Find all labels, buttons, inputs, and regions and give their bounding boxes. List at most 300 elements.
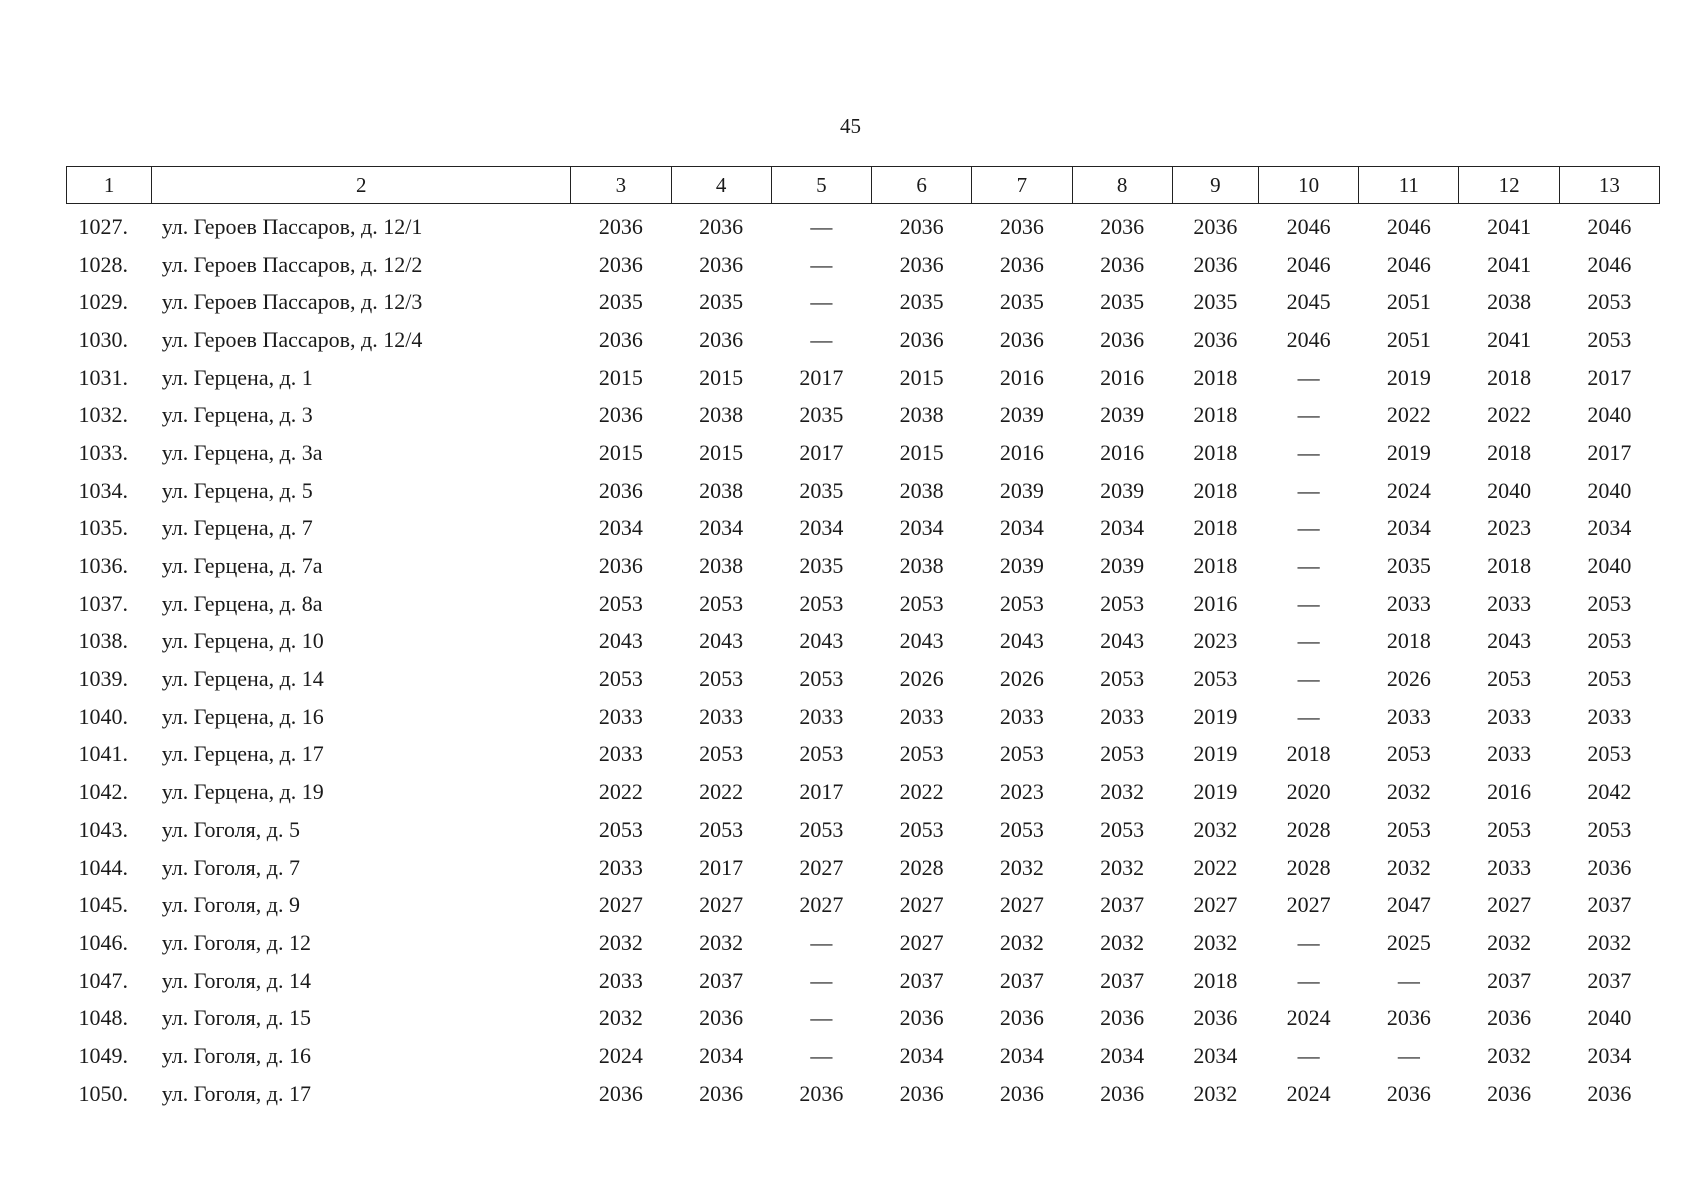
year-cell-col-5: 2035 <box>799 477 844 503</box>
address-cell: ул. Герцена, д. 16 <box>161 703 324 729</box>
year-cell-col-3: 2033 <box>598 703 643 729</box>
year-cell-col-7: 2032 <box>999 929 1044 955</box>
row-number: 1048. <box>78 1005 128 1031</box>
year-cell-col-9: 2032 <box>1193 1080 1238 1106</box>
year-cell-col-8: 2033 <box>1100 703 1145 729</box>
year-cell-col-3: 2053 <box>598 590 643 616</box>
year-cell-col-12: 2053 <box>1487 666 1532 692</box>
row-number: 1030. <box>78 326 128 352</box>
year-cell-col-3: 2036 <box>598 251 643 277</box>
address-cell: ул. Герцена, д. 1 <box>161 364 313 390</box>
year-cell-col-10: 2024 <box>1286 1080 1331 1106</box>
row-number: 1046. <box>78 929 128 955</box>
year-cell-col-9: 2036 <box>1193 1005 1238 1031</box>
column-header-10: 10 <box>1258 167 1358 204</box>
table-row <box>67 999 1660 1037</box>
row-number: 1041. <box>78 741 128 767</box>
year-cell-col-5: — <box>810 326 833 352</box>
table-row <box>67 886 1660 924</box>
year-cell-col-13: 2053 <box>1587 741 1632 767</box>
address-cell: ул. Гоголя, д. 17 <box>161 1080 311 1106</box>
year-cell-col-9: 2018 <box>1193 402 1238 428</box>
row-number: 1040. <box>78 703 128 729</box>
year-cell-col-4: 2036 <box>699 213 744 239</box>
year-cell-col-4: 2015 <box>699 439 744 465</box>
year-cell-col-10: — <box>1297 967 1320 993</box>
year-cell-col-13: 2034 <box>1587 515 1632 541</box>
year-cell-col-8: 2037 <box>1100 892 1145 918</box>
table-row <box>67 585 1660 623</box>
year-cell-col-12: 2033 <box>1487 590 1532 616</box>
address-cell: ул. Герцена, д. 8а <box>161 590 323 616</box>
year-cell-col-9: 2034 <box>1193 1042 1238 1068</box>
year-cell-col-12: 2033 <box>1487 854 1532 880</box>
year-cell-col-10: — <box>1297 590 1320 616</box>
table-body <box>67 204 1660 1113</box>
table-row <box>67 1037 1660 1075</box>
table-row <box>67 811 1660 849</box>
year-cell-col-11: 2047 <box>1386 892 1431 918</box>
year-cell-col-9: 2019 <box>1193 741 1238 767</box>
row-number: 1044. <box>78 854 128 880</box>
year-cell-col-13: 2053 <box>1587 816 1632 842</box>
address-cell: ул. Герцена, д. 14 <box>161 666 324 692</box>
year-cell-col-13: 2053 <box>1587 666 1632 692</box>
year-cell-col-6: 2036 <box>899 326 944 352</box>
year-cell-col-13: 2040 <box>1587 402 1632 428</box>
year-cell-col-13: 2053 <box>1587 326 1632 352</box>
year-cell-col-8: 2032 <box>1100 854 1145 880</box>
year-cell-col-10: — <box>1297 477 1320 503</box>
year-cell-col-8: 2039 <box>1100 402 1145 428</box>
year-cell-col-9: 2022 <box>1193 854 1238 880</box>
year-cell-col-12: 2053 <box>1487 816 1532 842</box>
year-cell-col-11: 2035 <box>1386 553 1431 579</box>
row-number: 1043. <box>78 816 128 842</box>
year-cell-col-9: 2032 <box>1193 929 1238 955</box>
year-cell-col-7: 2039 <box>999 553 1044 579</box>
year-cell-col-12: 2032 <box>1487 1042 1532 1068</box>
year-cell-col-13: 2017 <box>1587 439 1632 465</box>
year-cell-col-9: 2053 <box>1193 666 1238 692</box>
table-row <box>67 510 1660 548</box>
year-cell-col-3: 2032 <box>598 929 643 955</box>
year-cell-col-4: 2033 <box>699 703 744 729</box>
year-cell-col-10: — <box>1297 364 1320 390</box>
year-cell-col-11: 2026 <box>1386 666 1431 692</box>
year-cell-col-8: 2053 <box>1100 816 1145 842</box>
year-cell-col-7: 2039 <box>999 477 1044 503</box>
year-cell-col-4: 2037 <box>699 967 744 993</box>
year-cell-col-13: 2040 <box>1587 1005 1632 1031</box>
year-cell-col-8: 2034 <box>1100 515 1145 541</box>
year-cell-col-8: 2036 <box>1100 326 1145 352</box>
year-cell-col-12: 2041 <box>1487 213 1532 239</box>
year-cell-col-8: 2036 <box>1100 251 1145 277</box>
table-row <box>67 698 1660 736</box>
address-cell: ул. Гоголя, д. 12 <box>161 929 311 955</box>
year-cell-col-5: — <box>810 929 833 955</box>
year-cell-col-7: 2036 <box>999 213 1044 239</box>
year-cell-col-4: 2032 <box>699 929 744 955</box>
year-cell-col-13: 2017 <box>1587 364 1632 390</box>
year-cell-col-11: — <box>1397 1042 1420 1068</box>
address-cell: ул. Гоголя, д. 5 <box>161 816 300 842</box>
year-cell-col-11: 2019 <box>1386 439 1431 465</box>
row-number: 1028. <box>78 251 128 277</box>
year-cell-col-3: 2036 <box>598 477 643 503</box>
year-cell-col-10: — <box>1297 703 1320 729</box>
year-cell-col-11: 2024 <box>1386 477 1431 503</box>
year-cell-col-10: 2045 <box>1286 289 1331 315</box>
year-cell-col-7: 2027 <box>999 892 1044 918</box>
year-cell-col-3: 2034 <box>598 515 643 541</box>
year-cell-col-13: 2053 <box>1587 628 1632 654</box>
year-cell-col-6: 2035 <box>899 289 944 315</box>
year-cell-col-12: 2036 <box>1487 1005 1532 1031</box>
column-header-11: 11 <box>1359 167 1459 204</box>
year-cell-col-7: 2034 <box>999 1042 1044 1068</box>
year-cell-col-13: 2040 <box>1587 553 1632 579</box>
year-cell-col-13: 2036 <box>1587 854 1632 880</box>
year-cell-col-9: 2036 <box>1193 326 1238 352</box>
year-cell-col-5: 2027 <box>799 854 844 880</box>
year-cell-col-6: 2027 <box>899 892 944 918</box>
year-cell-col-5: — <box>810 967 833 993</box>
row-number: 1050. <box>78 1080 128 1106</box>
year-cell-col-7: 2039 <box>999 402 1044 428</box>
year-cell-col-10: 2028 <box>1286 816 1331 842</box>
year-cell-col-5: 2017 <box>799 364 844 390</box>
year-cell-col-13: 2037 <box>1587 892 1632 918</box>
year-cell-col-3: 2033 <box>598 854 643 880</box>
year-cell-col-10: — <box>1297 929 1320 955</box>
year-cell-col-11: 2046 <box>1386 213 1431 239</box>
year-cell-col-7: 2053 <box>999 741 1044 767</box>
address-cell: ул. Гоголя, д. 9 <box>161 892 300 918</box>
year-cell-col-4: 2036 <box>699 251 744 277</box>
address-cell: ул. Гоголя, д. 7 <box>161 854 300 880</box>
year-cell-col-8: 2043 <box>1100 628 1145 654</box>
year-cell-col-3: 2036 <box>598 326 643 352</box>
year-cell-col-12: 2016 <box>1487 779 1532 805</box>
address-cell: ул. Герцена, д. 3а <box>161 439 323 465</box>
year-cell-col-6: 2028 <box>899 854 944 880</box>
column-header-1: 1 <box>67 167 152 204</box>
table-row <box>67 359 1660 397</box>
year-cell-col-11: 2051 <box>1386 289 1431 315</box>
year-cell-col-6: 2022 <box>899 779 944 805</box>
year-cell-col-8: 2039 <box>1100 553 1145 579</box>
table-row <box>67 204 1660 246</box>
year-cell-col-9: 2018 <box>1193 477 1238 503</box>
year-cell-col-13: 2034 <box>1587 1042 1632 1068</box>
year-cell-col-6: 2038 <box>899 553 944 579</box>
year-cell-col-3: 2036 <box>598 1080 643 1106</box>
year-cell-col-6: 2036 <box>899 251 944 277</box>
table-row <box>67 283 1660 321</box>
year-cell-col-5: 2053 <box>799 741 844 767</box>
year-cell-col-9: 2027 <box>1193 892 1238 918</box>
year-cell-col-13: 2053 <box>1587 289 1632 315</box>
year-cell-col-11: 2051 <box>1386 326 1431 352</box>
year-cell-col-4: 2036 <box>699 1005 744 1031</box>
year-cell-col-5: — <box>810 213 833 239</box>
year-cell-col-9: 2036 <box>1193 251 1238 277</box>
year-cell-col-10: 2024 <box>1286 1005 1331 1031</box>
address-cell: ул. Герцена, д. 7а <box>161 553 323 579</box>
year-cell-col-8: 2036 <box>1100 1080 1145 1106</box>
year-cell-col-3: 2036 <box>598 402 643 428</box>
year-cell-col-4: 2053 <box>699 816 744 842</box>
year-cell-col-13: 2053 <box>1587 590 1632 616</box>
year-cell-col-7: 2035 <box>999 289 1044 315</box>
year-cell-col-11: — <box>1397 967 1420 993</box>
row-number: 1034. <box>78 477 128 503</box>
year-cell-col-11: 2036 <box>1386 1080 1431 1106</box>
year-cell-col-5: 2053 <box>799 666 844 692</box>
year-cell-col-4: 2038 <box>699 553 744 579</box>
address-cell: ул. Герцена, д. 17 <box>161 741 324 767</box>
year-cell-col-8: 2039 <box>1100 477 1145 503</box>
year-cell-col-9: 2018 <box>1193 553 1238 579</box>
table-row <box>67 1075 1660 1113</box>
table-row <box>67 547 1660 585</box>
address-cell: ул. Героев Пассаров, д. 12/2 <box>161 251 423 277</box>
address-cell: ул. Герцена, д. 3 <box>161 402 313 428</box>
schedule-table <box>66 166 1660 1113</box>
year-cell-col-7: 2034 <box>999 515 1044 541</box>
year-cell-col-7: 2033 <box>999 703 1044 729</box>
year-cell-col-13: 2042 <box>1587 779 1632 805</box>
year-cell-col-12: 2043 <box>1487 628 1532 654</box>
year-cell-col-5: — <box>810 1005 833 1031</box>
year-cell-col-11: 2033 <box>1386 703 1431 729</box>
year-cell-col-10: — <box>1297 515 1320 541</box>
year-cell-col-6: 2033 <box>899 703 944 729</box>
year-cell-col-8: 2016 <box>1100 439 1145 465</box>
year-cell-col-6: 2053 <box>899 816 944 842</box>
table-row <box>67 246 1660 284</box>
table-row <box>67 472 1660 510</box>
year-cell-col-4: 2036 <box>699 1080 744 1106</box>
year-cell-col-12: 2018 <box>1487 364 1532 390</box>
year-cell-col-11: 2019 <box>1386 364 1431 390</box>
year-cell-col-6: 2037 <box>899 967 944 993</box>
year-cell-col-7: 2037 <box>999 967 1044 993</box>
year-cell-col-12: 2022 <box>1487 402 1532 428</box>
year-cell-col-7: 2053 <box>999 590 1044 616</box>
row-number: 1038. <box>78 628 128 654</box>
year-cell-col-11: 2022 <box>1386 402 1431 428</box>
row-number: 1029. <box>78 289 128 315</box>
year-cell-col-9: 2035 <box>1193 289 1238 315</box>
year-cell-col-11: 2053 <box>1386 816 1431 842</box>
year-cell-col-7: 2032 <box>999 854 1044 880</box>
year-cell-col-11: 2034 <box>1386 515 1431 541</box>
year-cell-col-11: 2053 <box>1386 741 1431 767</box>
year-cell-col-8: 2037 <box>1100 967 1145 993</box>
year-cell-col-5: 2043 <box>799 628 844 654</box>
year-cell-col-7: 2036 <box>999 1005 1044 1031</box>
year-cell-col-13: 2046 <box>1587 251 1632 277</box>
year-cell-col-12: 2033 <box>1487 703 1532 729</box>
year-cell-col-4: 2053 <box>699 590 744 616</box>
year-cell-col-3: 2035 <box>598 289 643 315</box>
year-cell-col-6: 2015 <box>899 439 944 465</box>
year-cell-col-9: 2019 <box>1193 779 1238 805</box>
table-row <box>67 924 1660 962</box>
year-cell-col-10: — <box>1297 666 1320 692</box>
year-cell-col-3: 2024 <box>598 1042 643 1068</box>
table-row <box>67 396 1660 434</box>
table-row <box>67 321 1660 359</box>
year-cell-col-3: 2053 <box>598 666 643 692</box>
year-cell-col-13: 2032 <box>1587 929 1632 955</box>
year-cell-col-7: 2036 <box>999 251 1044 277</box>
year-cell-col-9: 2032 <box>1193 816 1238 842</box>
year-cell-col-13: 2036 <box>1587 1080 1632 1106</box>
year-cell-col-5: 2017 <box>799 779 844 805</box>
year-cell-col-8: 2032 <box>1100 929 1145 955</box>
year-cell-col-5: 2035 <box>799 402 844 428</box>
table-row <box>67 660 1660 698</box>
year-cell-col-9: 2036 <box>1193 213 1238 239</box>
year-cell-col-9: 2018 <box>1193 364 1238 390</box>
year-cell-col-3: 2022 <box>598 779 643 805</box>
row-number: 1039. <box>78 666 128 692</box>
year-cell-col-10: 2046 <box>1286 213 1331 239</box>
year-cell-col-5: 2034 <box>799 515 844 541</box>
year-cell-col-5: 2033 <box>799 703 844 729</box>
year-cell-col-5: — <box>810 251 833 277</box>
year-cell-col-8: 2036 <box>1100 1005 1145 1031</box>
row-number: 1032. <box>78 402 128 428</box>
column-header-2: 2 <box>152 167 571 204</box>
year-cell-col-5: — <box>810 289 833 315</box>
column-header-8: 8 <box>1072 167 1172 204</box>
year-cell-col-10: 2027 <box>1286 892 1331 918</box>
address-cell: ул. Герцена, д. 7 <box>161 515 313 541</box>
year-cell-col-6: 2026 <box>899 666 944 692</box>
year-cell-col-9: 2023 <box>1193 628 1238 654</box>
year-cell-col-4: 2043 <box>699 628 744 654</box>
year-cell-col-8: 2034 <box>1100 1042 1145 1068</box>
row-number: 1042. <box>78 779 128 805</box>
address-cell: ул. Героев Пассаров, д. 12/3 <box>161 289 423 315</box>
row-number: 1031. <box>78 364 128 390</box>
year-cell-col-10: 2020 <box>1286 779 1331 805</box>
year-cell-col-6: 2036 <box>899 1005 944 1031</box>
year-cell-col-9: 2018 <box>1193 515 1238 541</box>
year-cell-col-13: 2037 <box>1587 967 1632 993</box>
column-header-5: 5 <box>771 167 871 204</box>
year-cell-col-4: 2038 <box>699 477 744 503</box>
year-cell-col-3: 2032 <box>598 1005 643 1031</box>
year-cell-col-4: 2017 <box>699 854 744 880</box>
year-cell-col-6: 2038 <box>899 477 944 503</box>
header-row <box>67 167 1660 204</box>
year-cell-col-5: — <box>810 1042 833 1068</box>
year-cell-col-9: 2016 <box>1193 590 1238 616</box>
table-row <box>67 434 1660 472</box>
year-cell-col-8: 2053 <box>1100 666 1145 692</box>
year-cell-col-11: 2025 <box>1386 929 1431 955</box>
year-cell-col-12: 2018 <box>1487 439 1532 465</box>
year-cell-col-7: 2026 <box>999 666 1044 692</box>
year-cell-col-8: 2053 <box>1100 590 1145 616</box>
year-cell-col-8: 2036 <box>1100 213 1145 239</box>
year-cell-col-4: 2022 <box>699 779 744 805</box>
address-cell: ул. Гоголя, д. 14 <box>161 967 311 993</box>
year-cell-col-10: 2028 <box>1286 854 1331 880</box>
year-cell-col-3: 2027 <box>598 892 643 918</box>
year-cell-col-10: — <box>1297 439 1320 465</box>
year-cell-col-4: 2034 <box>699 515 744 541</box>
address-cell: ул. Гоголя, д. 16 <box>161 1042 311 1068</box>
year-cell-col-12: 2040 <box>1487 477 1532 503</box>
address-cell: ул. Героев Пассаров, д. 12/4 <box>161 326 423 352</box>
year-cell-col-10: 2046 <box>1286 326 1331 352</box>
row-number: 1045. <box>78 892 128 918</box>
year-cell-col-5: 2027 <box>799 892 844 918</box>
year-cell-col-6: 2038 <box>899 402 944 428</box>
year-cell-col-13: 2046 <box>1587 213 1632 239</box>
year-cell-col-9: 2019 <box>1193 703 1238 729</box>
year-cell-col-6: 2043 <box>899 628 944 654</box>
year-cell-col-11: 2046 <box>1386 251 1431 277</box>
year-cell-col-3: 2033 <box>598 741 643 767</box>
year-cell-col-7: 2023 <box>999 779 1044 805</box>
year-cell-col-10: — <box>1297 1042 1320 1068</box>
year-cell-col-7: 2016 <box>999 439 1044 465</box>
table-row <box>67 962 1660 1000</box>
year-cell-col-3: 2036 <box>598 553 643 579</box>
year-cell-col-3: 2015 <box>598 439 643 465</box>
year-cell-col-9: 2018 <box>1193 439 1238 465</box>
table-row <box>67 736 1660 774</box>
year-cell-col-8: 2053 <box>1100 741 1145 767</box>
row-number: 1033. <box>78 439 128 465</box>
row-number: 1037. <box>78 590 128 616</box>
table-row <box>67 773 1660 811</box>
year-cell-col-6: 2053 <box>899 741 944 767</box>
column-header-6: 6 <box>872 167 972 204</box>
column-header-3: 3 <box>571 167 671 204</box>
year-cell-col-4: 2036 <box>699 326 744 352</box>
year-cell-col-13: 2040 <box>1587 477 1632 503</box>
year-cell-col-7: 2036 <box>999 1080 1044 1106</box>
year-cell-col-13: 2033 <box>1587 703 1632 729</box>
column-header-12: 12 <box>1459 167 1559 204</box>
year-cell-col-10: 2018 <box>1286 741 1331 767</box>
year-cell-col-11: 2032 <box>1386 854 1431 880</box>
address-cell: ул. Герцена, д. 19 <box>161 779 324 805</box>
year-cell-col-12: 2033 <box>1487 741 1532 767</box>
year-cell-col-6: 2027 <box>899 929 944 955</box>
address-cell: ул. Герцена, д. 5 <box>161 477 313 503</box>
year-cell-col-3: 2015 <box>598 364 643 390</box>
column-header-4: 4 <box>671 167 771 204</box>
year-cell-col-12: 2038 <box>1487 289 1532 315</box>
address-cell: ул. Героев Пассаров, д. 12/1 <box>161 213 423 239</box>
year-cell-col-11: 2018 <box>1386 628 1431 654</box>
table-row <box>67 849 1660 887</box>
row-number: 1027. <box>78 213 128 239</box>
table-header <box>67 167 1660 204</box>
year-cell-col-4: 2015 <box>699 364 744 390</box>
year-cell-col-5: 2036 <box>799 1080 844 1106</box>
